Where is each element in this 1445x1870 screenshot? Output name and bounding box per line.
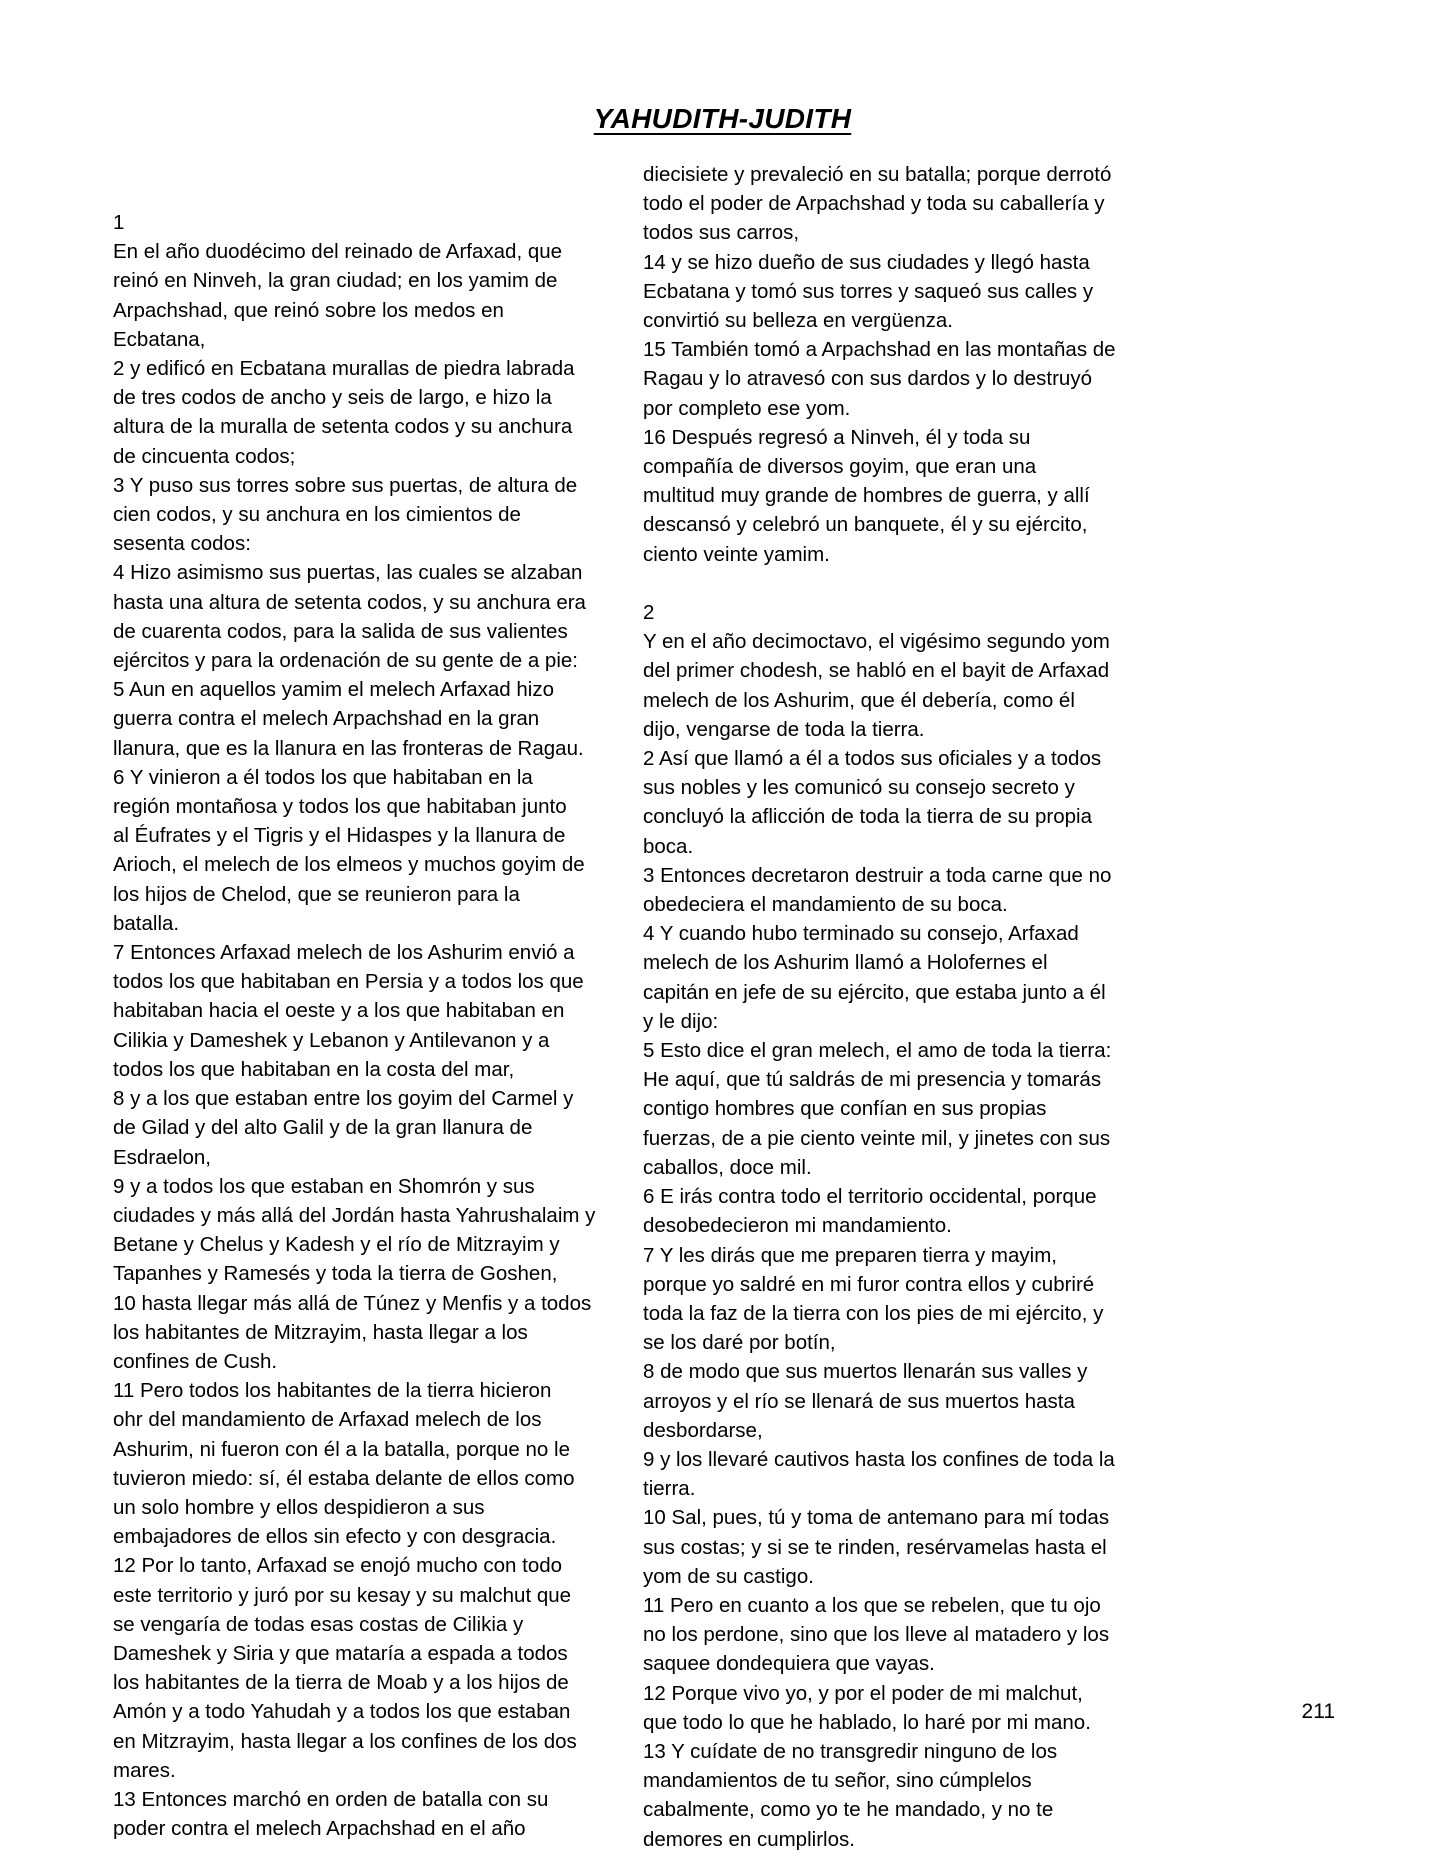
text-line: Amón y a todo Yahudah y a todos los que estaban xyxy=(113,1700,571,1724)
text-line: mandamientos de tu señor, sino cúmplelos xyxy=(643,1769,1032,1793)
text-line: 7 Entonces Arfaxad melech de los Ashurim envió a xyxy=(113,941,575,965)
text-line: todos los que habitaban en Persia y a todos los que xyxy=(113,970,584,994)
text-line: un solo hombre y ellos despidieron a sus xyxy=(113,1495,485,1519)
text-line: ciento veinte yamim. xyxy=(643,542,830,566)
text-line: al Éufrates y el Tigris y el Hidaspes y la llanura de xyxy=(113,824,566,848)
text-line: batalla. xyxy=(113,911,180,935)
text-line: En el año duodécimo del reinado de Arfaxad, que xyxy=(113,240,563,264)
text-line: Ragau y lo atravesó con sus dardos y lo destruyó xyxy=(643,367,1092,391)
text-line: habitaban hacia el oeste y a los que habitaban en xyxy=(113,999,565,1023)
text-line: embajadores de ellos sin efecto y con desgracia. xyxy=(113,1525,557,1549)
text-line: 9 y los llevaré cautivos hasta los confines de toda la xyxy=(643,1447,1115,1471)
text-line: 5 Aun en aquellos yamim el melech Arfaxad hizo xyxy=(113,678,555,702)
text-line: guerra contra el melech Arpachshad en la gran xyxy=(113,707,540,731)
text-line: llanura, que es la llanura en las fronteras de Ragau. xyxy=(113,736,584,760)
text-line: por completo ese yom. xyxy=(643,396,851,420)
text-line: demores en cumplirlos. xyxy=(643,1827,855,1851)
text-line: Y en el año decimoctavo, el vigésimo segundo yom xyxy=(643,630,1110,654)
text-line: capitán en jefe de su ejército, que estaba junto a él xyxy=(643,980,1106,1004)
text-line: no los perdone, sino que los lleve al matadero y los xyxy=(643,1623,1110,1647)
text-line: 12 Porque vivo yo, y por el poder de mi malchut, xyxy=(643,1681,1083,1705)
text-line: 11 Pero en cuanto a los que se rebelen, que tu ojo xyxy=(643,1593,1101,1617)
text-line: 5 Esto dice el gran melech, el amo de toda la tierra: xyxy=(643,1039,1112,1063)
text-line: 10 Sal, pues, tú y toma de antemano para mí todas xyxy=(643,1506,1110,1530)
text-line: 13 Y cuídate de no transgredir ninguno de los xyxy=(643,1739,1058,1763)
text-line: reinó en Ninveh, la gran ciudad; en los yamim de xyxy=(113,269,558,293)
text-line: ejércitos y para la ordenación de su gente de a pie: xyxy=(113,649,578,673)
text-line: multitud muy grande de hombres de guerra, y allí xyxy=(643,484,1090,508)
text-line: Tapanhes y Ramesés y toda la tierra de Goshen, xyxy=(113,1262,558,1286)
text-line: los habitantes de la tierra de Moab y a los hijos de xyxy=(113,1671,569,1695)
text-line: que todo lo que he hablado, lo haré por mi mano. xyxy=(643,1710,1091,1734)
text-line: Arpachshad, que reinó sobre los medos en xyxy=(113,298,504,322)
left-text-column xyxy=(113,160,596,1854)
text-line: todos sus carros, xyxy=(643,221,800,245)
text-line: tierra. xyxy=(643,1477,696,1501)
page-title: YAHUDITH-JUDITH xyxy=(593,103,852,134)
text-line: compañía de diversos goyim, que eran una xyxy=(643,455,1037,479)
text-line: del primer chodesh, se habló en el bayit de Arfaxad xyxy=(643,659,1110,683)
text-line: 13 Entonces marchó en orden de batalla con su xyxy=(113,1787,549,1811)
text-line: Ecbatana y tomó sus torres y saqueó sus calles y xyxy=(643,279,1094,303)
text-line: 8 de modo que sus muertos llenarán sus valles y xyxy=(643,1360,1088,1384)
text-line: 4 Y cuando hubo terminado su consejo, Arfaxad xyxy=(643,922,1079,946)
text-line: se vengaría de todas esas costas de Cilikia y xyxy=(113,1612,524,1636)
text-line: 3 Y puso sus torres sobre sus puertas, de altura de xyxy=(113,473,578,497)
text-line: Ashurim, ni fueron con él a la batalla, porque no le xyxy=(113,1437,570,1461)
text-line: dijo, vengarse de toda la tierra. xyxy=(643,717,925,741)
text-line: de cuarenta codos, para la salida de sus valientes xyxy=(113,619,568,643)
text-line: de Gilad y del alto Galil y de la gran llanura de xyxy=(113,1116,533,1140)
text-line: 14 y se hizo dueño de sus ciudades y llegó hasta xyxy=(643,250,1090,274)
text-line: sesenta codos: xyxy=(113,532,251,556)
text-line: tuvieron miedo: sí, él estaba delante de ellos como xyxy=(113,1466,575,1490)
text-line: región montañosa y todos los que habitaban junto xyxy=(113,795,567,819)
text-line: los habitantes de Mitzrayim, hasta llegar a los xyxy=(113,1320,528,1344)
text-line: diecisiete y prevaleció en su batalla; porque derrotó xyxy=(643,163,1112,186)
text-line: poder contra el melech Arpachshad en el año xyxy=(113,1817,526,1841)
text-line: ciudades y más allá del Jordán hasta Yahrushalaim y xyxy=(113,1203,596,1227)
text-line: todos los que habitaban en la costa del mar, xyxy=(113,1057,515,1081)
text-line: ohr del mandamiento de Arfaxad melech de los xyxy=(113,1408,542,1432)
text-line: desbordarse, xyxy=(643,1418,763,1442)
text-line: contigo hombres que confían en sus propias xyxy=(643,1097,1047,1121)
text-line: 3 Entonces decretaron destruir a toda carne que no xyxy=(643,863,1112,887)
text-line: Esdraelon, xyxy=(113,1145,212,1169)
text-line: descansó y celebró un banquete, él y su ejército, xyxy=(643,513,1088,537)
text-line: melech de los Ashurim, que él debería, como él xyxy=(643,688,1075,712)
text-line: 6 E irás contra todo el territorio occidental, porque xyxy=(643,1185,1097,1209)
text-line: cien codos, y su anchura en los cimientos de xyxy=(113,503,521,527)
text-line: 10 hasta llegar más allá de Túnez y Menfis y a todos xyxy=(113,1291,592,1315)
text-line: toda la faz de la tierra con los pies de mi ejército, y xyxy=(643,1301,1104,1325)
text-line: Dameshek y Siria y que mataría a espada a todos xyxy=(113,1641,568,1665)
text-line: 16 Después regresó a Ninveh, él y toda su xyxy=(643,425,1031,449)
text-line: 11 Pero todos los habitantes de la tierra hicieron xyxy=(113,1379,552,1403)
page-number: 211 xyxy=(1301,1700,1335,1723)
text-line: convirtió su belleza en vergüenza. xyxy=(643,309,953,333)
text-line: 2 xyxy=(643,601,655,625)
text-line: de cincuenta codos; xyxy=(113,444,296,468)
text-line: 15 También tomó a Arpachshad en las montañas de xyxy=(643,338,1116,362)
text-line: 6 Y vinieron a él todos los que habitaban en la xyxy=(113,765,533,789)
text-line: melech de los Ashurim llamó a Holofernes el xyxy=(643,951,1048,975)
text-line: se los daré por botín, xyxy=(643,1331,836,1355)
text-line: sus nobles y les comunicó su consejo secreto y xyxy=(643,776,1075,800)
text-line: 4 Hizo asimismo sus puertas, las cuales se alzaban xyxy=(113,561,583,585)
text-line: Arioch, el melech de los elmeos y muchos goyim de xyxy=(113,853,585,877)
text-line: en Mitzrayim, hasta llegar a los confines de los dos xyxy=(113,1729,577,1753)
text-line: porque yo saldré en mi furor contra ellos y cubriré xyxy=(643,1272,1095,1296)
text-line: Betane y Chelus y Kadesh y el río de Mitzrayim y xyxy=(113,1233,560,1257)
text-line: cabalmente, como yo te he mandado, y no te xyxy=(643,1798,1054,1822)
text-line: altura de la muralla de setenta codos y su anchura xyxy=(113,415,573,439)
text-line: 2 Así que llamó a él a todos sus oficiales y a todos xyxy=(643,747,1102,771)
text-line: confines de Cush. xyxy=(113,1349,278,1373)
text-line: Cilikia y Dameshek y Lebanon y Antilevanon y a xyxy=(113,1028,550,1052)
text-line: 12 Por lo tanto, Arfaxad se enojó mucho con todo xyxy=(113,1554,563,1578)
text-line: desobedecieron mi mandamiento. xyxy=(643,1214,952,1238)
text-line: 7 Y les dirás que me preparen tierra y mayim, xyxy=(643,1243,1057,1267)
text-line: los hijos de Chelod, que se reunieron para la xyxy=(113,882,520,906)
text-line: sus costas; y si se te rinden, resérvamelas hasta el xyxy=(643,1535,1107,1559)
text-line: hasta una altura de setenta codos, y su anchura era xyxy=(113,590,586,614)
text-line: mares. xyxy=(113,1758,176,1782)
right-text-column xyxy=(643,160,1116,1854)
text-line: fuerzas, de a pie ciento veinte mil, y jinetes con sus xyxy=(643,1126,1111,1150)
text-line: concluyó la aflicción de toda la tierra de su propia xyxy=(643,805,1092,829)
paragraph-spacer xyxy=(643,569,1113,598)
text-line: obedeciera el mandamiento de su boca. xyxy=(643,893,1008,917)
text-line: yom de su castigo. xyxy=(643,1564,814,1588)
text-line: He aquí, que tú saldrás de mi presencia y tomarás xyxy=(643,1068,1102,1092)
text-line: de tres codos de ancho y seis de largo, e hizo la xyxy=(113,386,552,410)
text-line: 2 y edificó en Ecbatana murallas de piedra labrada xyxy=(113,357,575,381)
text-line: 8 y a los que estaban entre los goyim del Carmel y xyxy=(113,1087,574,1111)
text-line: y le dijo: xyxy=(643,1009,719,1033)
text-line: Ecbatana, xyxy=(113,327,206,351)
text-line: todo el poder de Arpachshad y toda su caballería y xyxy=(643,192,1105,216)
text-line: 1 xyxy=(113,211,125,234)
text-line: 9 y a todos los que estaban en Shomrón y sus xyxy=(113,1174,535,1198)
text-line: arroyos y el río se llenará de sus muertos hasta xyxy=(643,1389,1075,1413)
text-line: boca. xyxy=(643,834,694,858)
text-line: este territorio y juró por su kesay y su malchut que xyxy=(113,1583,572,1607)
two-column-body xyxy=(113,160,1116,1854)
text-line: caballos, doce mil. xyxy=(643,1155,812,1179)
text-line: saquee dondequiera que vayas. xyxy=(643,1652,935,1676)
